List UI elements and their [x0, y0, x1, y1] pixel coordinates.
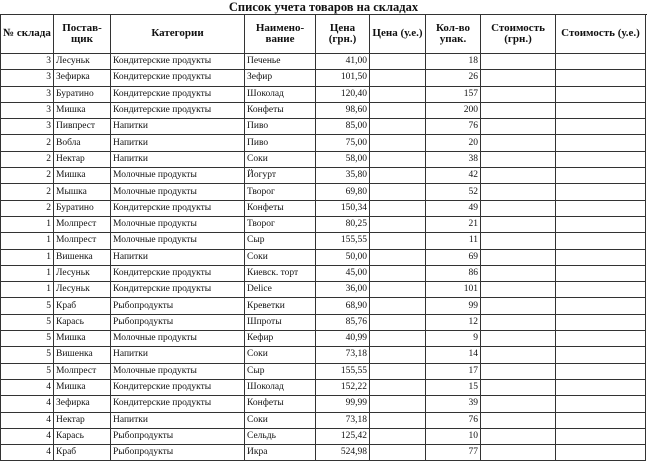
- price-ue-cell[interactable]: [370, 445, 426, 461]
- name-cell[interactable]: Конфеты: [245, 200, 316, 216]
- table-row[interactable]: [1, 363, 646, 379]
- table-row[interactable]: [1, 151, 646, 167]
- quantity-cell[interactable]: 42: [426, 168, 481, 184]
- quantity-cell[interactable]: 21: [426, 216, 481, 232]
- quantity-cell[interactable]: 39: [426, 396, 481, 412]
- cost-ue-cell[interactable]: [556, 70, 646, 86]
- category-cell[interactable]: Молочные продукты: [111, 331, 245, 347]
- cost-uah-cell[interactable]: [481, 265, 556, 281]
- table-row[interactable]: [1, 216, 646, 232]
- col-header-quantity[interactable]: Кол-во упак.: [426, 15, 481, 54]
- category-cell[interactable]: Молочные продукты: [111, 184, 245, 200]
- cost-ue-cell[interactable]: [556, 216, 646, 232]
- price-uah-cell[interactable]: 101,50: [316, 70, 370, 86]
- cost-uah-cell[interactable]: [481, 135, 556, 151]
- name-cell[interactable]: Кефир: [245, 331, 316, 347]
- price-uah-cell[interactable]: 80,25: [316, 216, 370, 232]
- quantity-cell[interactable]: 38: [426, 151, 481, 167]
- table-row[interactable]: [1, 135, 646, 151]
- table-row[interactable]: [1, 282, 646, 298]
- cost-uah-cell[interactable]: [481, 445, 556, 461]
- category-cell[interactable]: Кондитерские продукты: [111, 265, 245, 281]
- price-uah-cell[interactable]: 36,00: [316, 282, 370, 298]
- cost-uah-cell[interactable]: [481, 298, 556, 314]
- warehouse-cell[interactable]: 1: [1, 216, 54, 232]
- quantity-cell[interactable]: 20: [426, 135, 481, 151]
- warehouse-cell[interactable]: 4: [1, 445, 54, 461]
- price-uah-cell[interactable]: 58,00: [316, 151, 370, 167]
- col-header-cost-ue[interactable]: Стоимость (у.е.): [556, 15, 646, 54]
- price-uah-cell[interactable]: 85,00: [316, 119, 370, 135]
- warehouse-cell[interactable]: 3: [1, 119, 54, 135]
- category-cell[interactable]: Кондитерские продукты: [111, 86, 245, 102]
- supplier-cell[interactable]: Мишка: [54, 168, 111, 184]
- category-cell[interactable]: Молочные продукты: [111, 216, 245, 232]
- supplier-cell[interactable]: Зефирка: [54, 70, 111, 86]
- price-ue-cell[interactable]: [370, 233, 426, 249]
- price-uah-cell[interactable]: 73,18: [316, 347, 370, 363]
- price-uah-cell[interactable]: 125,42: [316, 428, 370, 444]
- cost-uah-cell[interactable]: [481, 379, 556, 395]
- cost-uah-cell[interactable]: [481, 151, 556, 167]
- price-uah-cell[interactable]: 152,22: [316, 379, 370, 395]
- quantity-cell[interactable]: 77: [426, 445, 481, 461]
- cost-uah-cell[interactable]: [481, 168, 556, 184]
- table-row[interactable]: [1, 102, 646, 118]
- name-cell[interactable]: Шоколад: [245, 379, 316, 395]
- category-cell[interactable]: Рыбопродукты: [111, 445, 245, 461]
- price-uah-cell[interactable]: 150,34: [316, 200, 370, 216]
- name-cell[interactable]: Сыр: [245, 233, 316, 249]
- table-row[interactable]: [1, 86, 646, 102]
- cost-uah-cell[interactable]: [481, 428, 556, 444]
- cost-ue-cell[interactable]: [556, 151, 646, 167]
- cost-ue-cell[interactable]: [556, 119, 646, 135]
- supplier-cell[interactable]: Вишенка: [54, 249, 111, 265]
- price-uah-cell[interactable]: 40,99: [316, 331, 370, 347]
- cost-ue-cell[interactable]: [556, 184, 646, 200]
- cost-ue-cell[interactable]: [556, 412, 646, 428]
- table-row[interactable]: [1, 347, 646, 363]
- supplier-cell[interactable]: Вобла: [54, 135, 111, 151]
- quantity-cell[interactable]: 17: [426, 363, 481, 379]
- category-cell[interactable]: Напитки: [111, 412, 245, 428]
- price-ue-cell[interactable]: [370, 119, 426, 135]
- quantity-cell[interactable]: 15: [426, 379, 481, 395]
- table-body: [1, 54, 646, 461]
- table-row[interactable]: [1, 119, 646, 135]
- price-uah-cell[interactable]: 73,18: [316, 412, 370, 428]
- col-header-name[interactable]: Наимено-вание: [245, 15, 316, 54]
- category-cell[interactable]: Кондитерские продукты: [111, 102, 245, 118]
- name-cell[interactable]: Соки: [245, 249, 316, 265]
- price-ue-cell[interactable]: [370, 412, 426, 428]
- name-cell[interactable]: Конфеты: [245, 396, 316, 412]
- price-uah-cell[interactable]: 69,80: [316, 184, 370, 200]
- category-cell[interactable]: Молочные продукты: [111, 363, 245, 379]
- supplier-cell[interactable]: Краб: [54, 298, 111, 314]
- category-cell[interactable]: Молочные продукты: [111, 233, 245, 249]
- price-uah-cell[interactable]: 50,00: [316, 249, 370, 265]
- supplier-cell[interactable]: Вишенка: [54, 347, 111, 363]
- cost-ue-cell[interactable]: [556, 168, 646, 184]
- supplier-cell[interactable]: Зефирка: [54, 396, 111, 412]
- name-cell[interactable]: Сыр: [245, 363, 316, 379]
- table-header: [1, 15, 646, 54]
- supplier-cell[interactable]: Буратино: [54, 200, 111, 216]
- cost-uah-cell[interactable]: [481, 363, 556, 379]
- price-uah-cell[interactable]: 120,40: [316, 86, 370, 102]
- cost-uah-cell[interactable]: [481, 184, 556, 200]
- category-cell[interactable]: Кондитерские продукты: [111, 200, 245, 216]
- quantity-cell[interactable]: 76: [426, 412, 481, 428]
- cost-ue-cell[interactable]: [556, 54, 646, 70]
- col-header-price-ue[interactable]: Цена (у.е.): [370, 15, 426, 54]
- quantity-cell[interactable]: 49: [426, 200, 481, 216]
- cost-ue-cell[interactable]: [556, 265, 646, 281]
- category-cell[interactable]: Напитки: [111, 135, 245, 151]
- price-uah-cell[interactable]: 35,80: [316, 168, 370, 184]
- cost-ue-cell[interactable]: [556, 379, 646, 395]
- price-ue-cell[interactable]: [370, 265, 426, 281]
- price-uah-cell[interactable]: 155,55: [316, 363, 370, 379]
- quantity-cell[interactable]: 86: [426, 265, 481, 281]
- category-cell[interactable]: Кондитерские продукты: [111, 396, 245, 412]
- cost-ue-cell[interactable]: [556, 298, 646, 314]
- price-ue-cell[interactable]: [370, 200, 426, 216]
- supplier-cell[interactable]: Мышка: [54, 184, 111, 200]
- cost-uah-cell[interactable]: [481, 102, 556, 118]
- supplier-cell[interactable]: Лесуньк: [54, 265, 111, 281]
- warehouse-cell[interactable]: 3: [1, 86, 54, 102]
- col-header-category[interactable]: Категории: [111, 15, 245, 54]
- supplier-cell[interactable]: Буратино: [54, 86, 111, 102]
- quantity-cell[interactable]: 76: [426, 119, 481, 135]
- inventory-table: [0, 14, 646, 461]
- supplier-cell[interactable]: Мишка: [54, 102, 111, 118]
- name-cell[interactable]: Шпроты: [245, 314, 316, 330]
- name-cell[interactable]: Пиво: [245, 135, 316, 151]
- quantity-cell[interactable]: 157: [426, 86, 481, 102]
- quantity-cell[interactable]: 14: [426, 347, 481, 363]
- table-row[interactable]: [1, 379, 646, 395]
- table-row[interactable]: [1, 412, 646, 428]
- quantity-cell[interactable]: 11: [426, 233, 481, 249]
- price-ue-cell[interactable]: [370, 216, 426, 232]
- supplier-cell[interactable]: Лесуньк: [54, 54, 111, 70]
- name-cell[interactable]: Творог: [245, 216, 316, 232]
- table-row[interactable]: [1, 54, 646, 70]
- supplier-cell[interactable]: Нектар: [54, 151, 111, 167]
- warehouse-cell[interactable]: 3: [1, 70, 54, 86]
- table-row[interactable]: [1, 428, 646, 444]
- category-cell[interactable]: Напитки: [111, 347, 245, 363]
- cost-uah-cell[interactable]: [481, 70, 556, 86]
- price-ue-cell[interactable]: [370, 184, 426, 200]
- quantity-cell[interactable]: 52: [426, 184, 481, 200]
- price-ue-cell[interactable]: [370, 379, 426, 395]
- quantity-cell[interactable]: 18: [426, 54, 481, 70]
- price-uah-cell[interactable]: 75,00: [316, 135, 370, 151]
- cost-ue-cell[interactable]: [556, 200, 646, 216]
- cost-ue-cell[interactable]: [556, 135, 646, 151]
- category-cell[interactable]: Рыбопродукты: [111, 314, 245, 330]
- warehouse-cell[interactable]: 4: [1, 396, 54, 412]
- supplier-cell[interactable]: Нектар: [54, 412, 111, 428]
- quantity-cell[interactable]: 200: [426, 102, 481, 118]
- price-uah-cell[interactable]: 98,60: [316, 102, 370, 118]
- supplier-cell[interactable]: Молпрест: [54, 216, 111, 232]
- warehouse-cell[interactable]: 1: [1, 249, 54, 265]
- table-row[interactable]: [1, 445, 646, 461]
- cost-uah-cell[interactable]: [481, 347, 556, 363]
- name-cell[interactable]: Творог: [245, 184, 316, 200]
- name-cell[interactable]: Соки: [245, 347, 316, 363]
- warehouse-cell[interactable]: 5: [1, 298, 54, 314]
- quantity-cell[interactable]: 26: [426, 70, 481, 86]
- supplier-cell[interactable]: Карась: [54, 428, 111, 444]
- name-cell[interactable]: Креветки: [245, 298, 316, 314]
- price-ue-cell[interactable]: [370, 314, 426, 330]
- cost-uah-cell[interactable]: [481, 86, 556, 102]
- price-ue-cell[interactable]: [370, 396, 426, 412]
- category-cell[interactable]: Рыбопродукты: [111, 428, 245, 444]
- warehouse-cell[interactable]: 2: [1, 151, 54, 167]
- category-cell[interactable]: Молочные продукты: [111, 168, 245, 184]
- category-cell[interactable]: Кондитерские продукты: [111, 70, 245, 86]
- price-uah-cell[interactable]: 524,98: [316, 445, 370, 461]
- table-row[interactable]: [1, 70, 646, 86]
- cost-ue-cell[interactable]: [556, 331, 646, 347]
- warehouse-cell[interactable]: 4: [1, 412, 54, 428]
- price-ue-cell[interactable]: [370, 282, 426, 298]
- quantity-cell[interactable]: 12: [426, 314, 481, 330]
- warehouse-cell[interactable]: 5: [1, 363, 54, 379]
- warehouse-cell[interactable]: 3: [1, 102, 54, 118]
- warehouse-cell[interactable]: 1: [1, 282, 54, 298]
- price-ue-cell[interactable]: [370, 86, 426, 102]
- table-row[interactable]: [1, 314, 646, 330]
- cost-ue-cell[interactable]: [556, 102, 646, 118]
- warehouse-cell[interactable]: 3: [1, 54, 54, 70]
- name-cell[interactable]: Конфеты: [245, 102, 316, 118]
- price-ue-cell[interactable]: [370, 347, 426, 363]
- supplier-cell[interactable]: Мишка: [54, 379, 111, 395]
- price-ue-cell[interactable]: [370, 331, 426, 347]
- category-cell[interactable]: Кондитерские продукты: [111, 54, 245, 70]
- supplier-cell[interactable]: Молпрест: [54, 233, 111, 249]
- price-ue-cell[interactable]: [370, 428, 426, 444]
- warehouse-cell[interactable]: 4: [1, 428, 54, 444]
- quantity-cell[interactable]: 10: [426, 428, 481, 444]
- cost-ue-cell[interactable]: [556, 233, 646, 249]
- price-ue-cell[interactable]: [370, 168, 426, 184]
- supplier-cell[interactable]: Молпрест: [54, 363, 111, 379]
- cost-uah-cell[interactable]: [481, 119, 556, 135]
- warehouse-cell[interactable]: 2: [1, 168, 54, 184]
- warehouse-cell[interactable]: 1: [1, 233, 54, 249]
- supplier-cell[interactable]: Лесуньк: [54, 282, 111, 298]
- table-row[interactable]: [1, 396, 646, 412]
- table-row[interactable]: [1, 331, 646, 347]
- category-cell[interactable]: Напитки: [111, 249, 245, 265]
- quantity-cell[interactable]: 99: [426, 298, 481, 314]
- price-uah-cell[interactable]: 155,55: [316, 233, 370, 249]
- price-ue-cell[interactable]: [370, 151, 426, 167]
- cost-ue-cell[interactable]: [556, 428, 646, 444]
- cost-uah-cell[interactable]: [481, 412, 556, 428]
- table-row[interactable]: [1, 233, 646, 249]
- warehouse-cell[interactable]: 2: [1, 184, 54, 200]
- name-cell[interactable]: Зефир: [245, 70, 316, 86]
- name-cell[interactable]: Пиво: [245, 119, 316, 135]
- warehouse-cell[interactable]: 5: [1, 314, 54, 330]
- warehouse-cell[interactable]: 1: [1, 265, 54, 281]
- supplier-cell[interactable]: Мишка: [54, 331, 111, 347]
- price-uah-cell[interactable]: 85,76: [316, 314, 370, 330]
- supplier-cell[interactable]: Краб: [54, 445, 111, 461]
- table-row[interactable]: [1, 184, 646, 200]
- category-cell[interactable]: Кондитерские продукты: [111, 282, 245, 298]
- col-header-warehouse[interactable]: № склада: [1, 15, 54, 54]
- quantity-cell[interactable]: 9: [426, 331, 481, 347]
- warehouse-cell[interactable]: 5: [1, 331, 54, 347]
- warehouse-cell[interactable]: 5: [1, 347, 54, 363]
- name-cell[interactable]: Йогурт: [245, 168, 316, 184]
- price-ue-cell[interactable]: [370, 70, 426, 86]
- col-header-supplier[interactable]: Постав-щик: [54, 15, 111, 54]
- cost-uah-cell[interactable]: [481, 54, 556, 70]
- price-ue-cell[interactable]: [370, 135, 426, 151]
- price-uah-cell[interactable]: 41,00: [316, 54, 370, 70]
- name-cell[interactable]: Печенье: [245, 54, 316, 70]
- table-row[interactable]: [1, 265, 646, 281]
- price-uah-cell[interactable]: 68,90: [316, 298, 370, 314]
- price-ue-cell[interactable]: [370, 298, 426, 314]
- cost-ue-cell[interactable]: [556, 396, 646, 412]
- cost-uah-cell[interactable]: [481, 200, 556, 216]
- name-cell[interactable]: Сельдь: [245, 428, 316, 444]
- supplier-cell[interactable]: Карась: [54, 314, 111, 330]
- name-cell[interactable]: Delice: [245, 282, 316, 298]
- cost-uah-cell[interactable]: [481, 282, 556, 298]
- cost-uah-cell[interactable]: [481, 216, 556, 232]
- cost-uah-cell[interactable]: [481, 331, 556, 347]
- cost-ue-cell[interactable]: [556, 314, 646, 330]
- warehouse-cell[interactable]: 2: [1, 135, 54, 151]
- category-cell[interactable]: Напитки: [111, 119, 245, 135]
- price-ue-cell[interactable]: [370, 54, 426, 70]
- price-uah-cell[interactable]: 99,99: [316, 396, 370, 412]
- price-ue-cell[interactable]: [370, 249, 426, 265]
- name-cell[interactable]: Соки: [245, 412, 316, 428]
- cost-ue-cell[interactable]: [556, 363, 646, 379]
- cost-ue-cell[interactable]: [556, 282, 646, 298]
- name-cell[interactable]: Киевск. торт: [245, 265, 316, 281]
- name-cell[interactable]: Соки: [245, 151, 316, 167]
- cost-ue-cell[interactable]: [556, 249, 646, 265]
- warehouse-cell[interactable]: 4: [1, 379, 54, 395]
- supplier-cell[interactable]: Пивпрест: [54, 119, 111, 135]
- cost-ue-cell[interactable]: [556, 445, 646, 461]
- cost-uah-cell[interactable]: [481, 396, 556, 412]
- table-row[interactable]: [1, 249, 646, 265]
- quantity-cell[interactable]: 69: [426, 249, 481, 265]
- cost-uah-cell[interactable]: [481, 249, 556, 265]
- price-uah-cell[interactable]: 45,00: [316, 265, 370, 281]
- name-cell[interactable]: Икра: [245, 445, 316, 461]
- cost-ue-cell[interactable]: [556, 86, 646, 102]
- table-row[interactable]: [1, 298, 646, 314]
- table-row[interactable]: [1, 168, 646, 184]
- table-row[interactable]: [1, 200, 646, 216]
- category-cell[interactable]: Напитки: [111, 151, 245, 167]
- category-cell[interactable]: Кондитерские продукты: [111, 379, 245, 395]
- name-cell[interactable]: Шоколад: [245, 86, 316, 102]
- cost-uah-cell[interactable]: [481, 314, 556, 330]
- cost-ue-cell[interactable]: [556, 347, 646, 363]
- price-ue-cell[interactable]: [370, 102, 426, 118]
- cost-uah-cell[interactable]: [481, 233, 556, 249]
- col-header-cost-uah[interactable]: Стоимость (грн.): [481, 15, 556, 54]
- price-ue-cell[interactable]: [370, 363, 426, 379]
- warehouse-cell[interactable]: 2: [1, 200, 54, 216]
- category-cell[interactable]: Рыбопродукты: [111, 298, 245, 314]
- sheet-title: Список учета товаров на складах: [0, 0, 647, 15]
- quantity-cell[interactable]: 101: [426, 282, 481, 298]
- col-header-price-uah[interactable]: Цена (грн.): [316, 15, 370, 54]
